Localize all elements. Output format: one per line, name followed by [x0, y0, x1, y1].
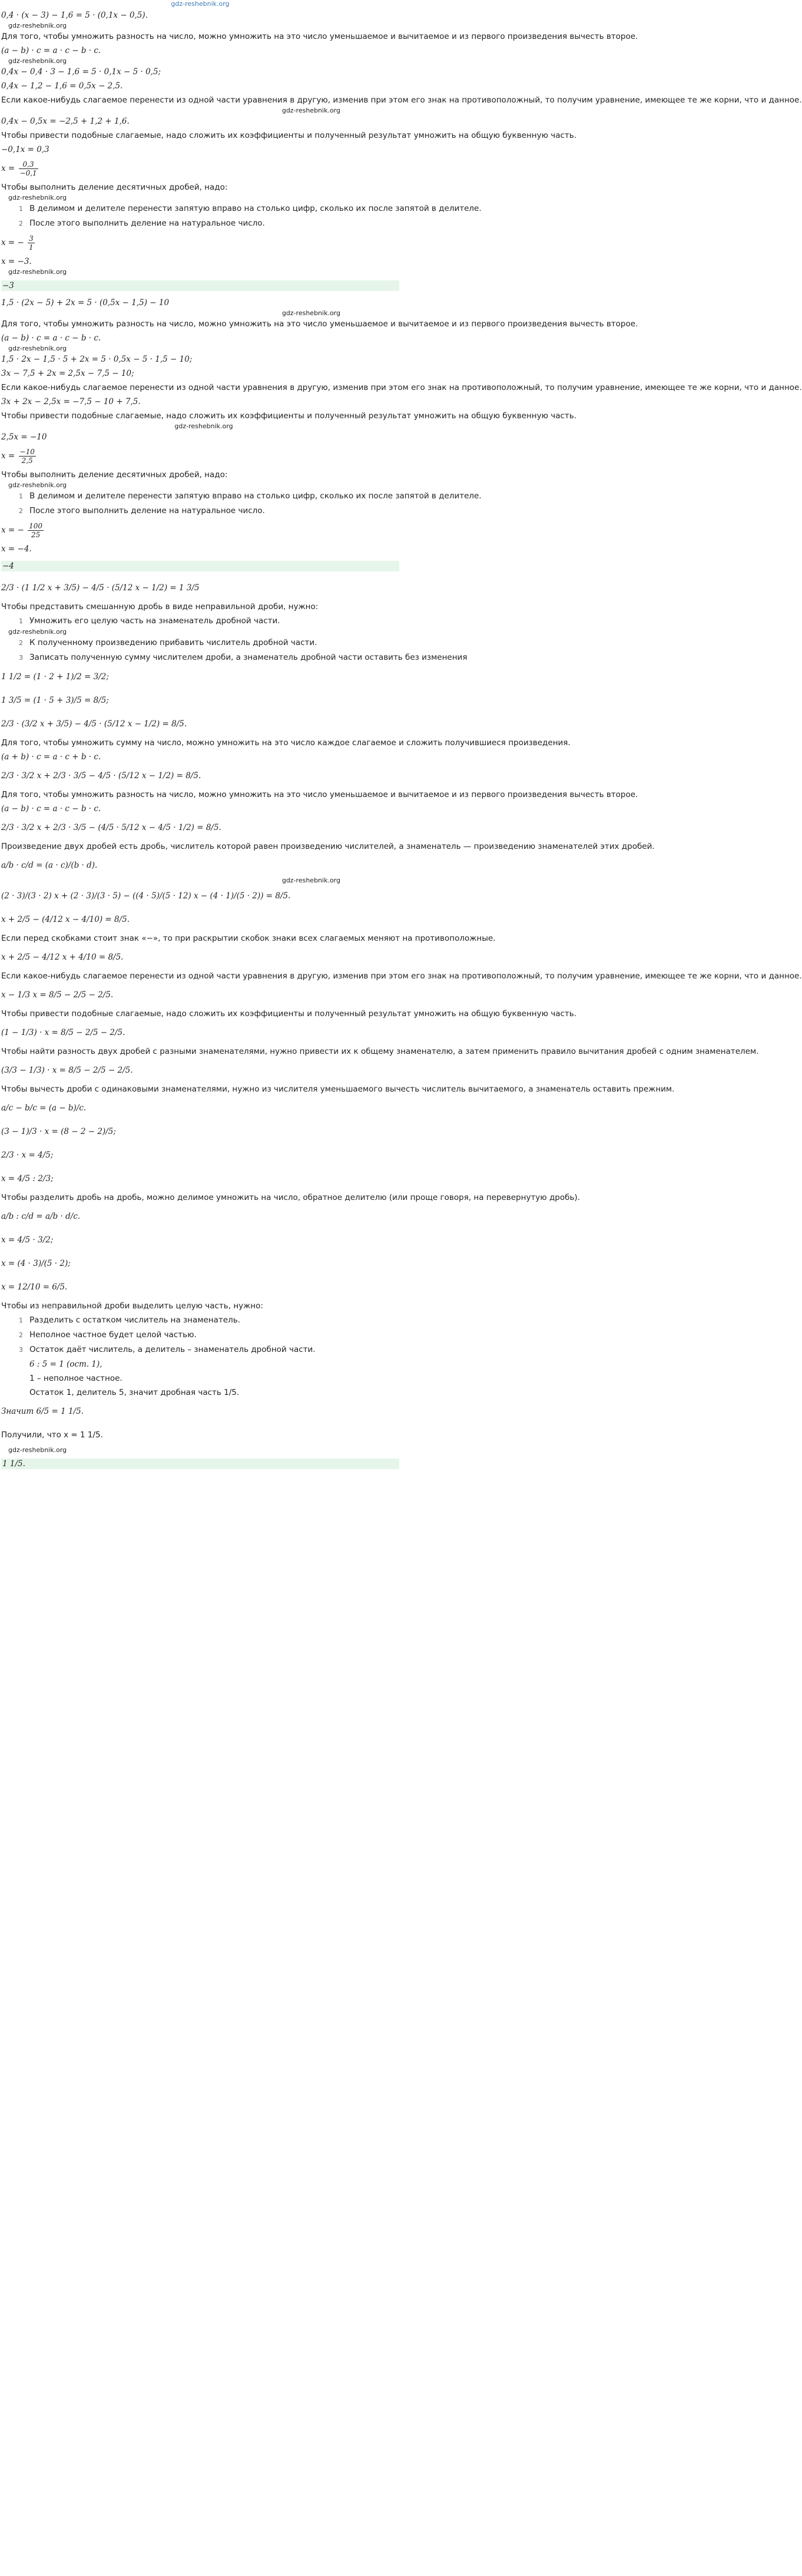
division-rule-item — [1, 201, 482, 216]
watermark: gdz-reshebnik.org — [8, 628, 67, 636]
list-number: 2 — [19, 220, 23, 227]
fraction — [28, 234, 35, 252]
step-3: 3x + 2x − 2,5x = −7,5 − 10 + 7,5. — [1, 397, 141, 406]
calc-16: x = (4 · 3)/(5 · 2); — [1, 1259, 71, 1268]
list-number: 1 — [19, 1317, 23, 1324]
equation-2: 1,5 · (2x − 5) + 2x = 5 · (0,5x − 1,5) − 10 — [1, 298, 170, 307]
list-number: 3 — [19, 1346, 23, 1354]
denominator: 2,5 — [21, 457, 33, 465]
fraction — [28, 522, 44, 539]
mixed-rule-text: Записать полученную сумму числителем дроби, а знаменатель дробной части оставить без изменения — [29, 653, 468, 662]
collect-rule-text: Чтобы привести подобные слагаемые, надо сложить их коэффициенты и полученный результат умножить на общую буквенную часть. — [1, 411, 577, 421]
division-rule-text: В делимом и делителе перенести запятую вправо на столько цифр, сколько их после запятой в делителе. — [29, 491, 482, 501]
list-number: 1 — [19, 205, 23, 213]
fraction — [19, 160, 38, 177]
transfer-rule-text: Если какое-нибудь слагаемое перенести из одной части уравнения в другую, изменив при этом его знак на противоположный, то получим уравнение, имеющее те же корни, что и данное. — [1, 971, 802, 981]
numerator: 0,3 — [19, 160, 38, 169]
division-intro: Чтобы выполнить деление десятичных дробей, надо: — [1, 470, 228, 480]
extract-rule-text: Разделить с остатком числитель на знаменатель. — [29, 1315, 240, 1325]
denominator: −0,1 — [19, 169, 37, 177]
watermark: gdz-reshebnik.org — [8, 345, 67, 352]
step-5 — [1, 444, 399, 468]
extract-rule-item — [1, 1328, 399, 1342]
list-number: 3 — [19, 654, 23, 662]
collect-rule-text: Чтобы привести подобные слагаемые, надо сложить их коэффициенты и полученный результат умножить на общую буквенную часть. — [1, 131, 577, 140]
extract-rule-text: Остаток даёт числитель, а делитель – знаменатель дробной части. — [29, 1345, 316, 1354]
extract-rule-item — [1, 1342, 399, 1357]
watermark: gdz-reshebnik.org — [8, 22, 67, 29]
calc-3: 2/3 · (3/2 x + 3/5) − 4/5 · (5/12 x − 1/2) = 8/5. — [1, 719, 187, 729]
calc-1: 1 1/2 = (1 · 2 + 1)/2 = 3/2; — [1, 672, 109, 682]
division-rule-item — [1, 489, 482, 504]
fraction-division-formula: a/b : c/d = a/b · d/c. — [1, 1212, 81, 1221]
equation-3: 2/3 · (1 1/2 x + 3/5) − 4/5 · (5/12 x − 1/2) = 1 3/5 — [1, 583, 200, 593]
extract-rule-item — [1, 1313, 399, 1328]
division-rule-text: В делимом и делителе перенести запятую вправо на столько цифр, сколько их после запятой в делителе. — [29, 204, 482, 213]
calc-17: x = 12/10 = 6/5. — [1, 1282, 68, 1292]
mixed-rule-item — [1, 650, 468, 665]
extract-rule-text: 1 – неполное частное. — [29, 1374, 122, 1383]
mixed-rule-item — [1, 636, 399, 650]
product-rule-text: Произведение двух дробей есть дробь, числитель которой равен произведению числителей, а знаменатель — произведению знаменателей этих дробей. — [1, 842, 655, 851]
watermark: gdz-reshebnik.org — [8, 481, 67, 489]
answer-line-2: x = −4. — [1, 544, 32, 554]
division-rule-text: После этого выполнить деление на натуральное число. — [29, 219, 265, 228]
numerator: −10 — [19, 448, 35, 456]
calc-6: (2 · 3)/(3 · 2) x + (2 · 3)/(3 · 5) − ((4 · 5)/(5 · 12) x − (4 · 1)/(5 · 2)) = 8/5. — [1, 891, 291, 901]
extract-rule-item — [1, 1357, 399, 1371]
step-5-lhs: x = — [1, 451, 15, 461]
extract-rule-text: 6 : 5 = 1 (ост. 1), — [29, 1360, 102, 1369]
extract-rule-item — [1, 1371, 399, 1385]
watermark: gdz-reshebnik.org — [281, 877, 340, 884]
watermark: gdz-reshebnik.org — [174, 422, 233, 430]
result-sentence: Получили, что x = 1 1/5. — [1, 1430, 103, 1440]
mixed-intro: Чтобы представить смешанную дробь в виде неправильной дроби, нужно: — [1, 602, 319, 611]
same-denominators-formula: a/c − b/c = (a − b)/c. — [1, 1103, 87, 1113]
calc-18: Значит 6/5 = 1 1/5. — [1, 1407, 84, 1416]
extract-rule-text: Неполное частное будет целой частью. — [29, 1330, 197, 1340]
brackets-rule-text: Если перед скобками стоит знак «−», то при раскрытии скобок знаки всех слагаемых меняют на противоположные. — [1, 934, 496, 943]
step-3: 0,4x − 0,5x = −2,5 + 1,2 + 1,6. — [1, 117, 130, 126]
calc-8: x + 2/5 − 4/12 x + 4/10 = 8/5. — [1, 953, 124, 962]
list-number: 2 — [19, 507, 23, 515]
mixed-rule-text: К полученному произведению прибавить числитель дробной части. — [29, 638, 317, 647]
calc-9: x − 1/3 x = 8/5 − 2/5 − 2/5. — [1, 990, 114, 1000]
list-number: 1 — [19, 492, 23, 500]
answer-line-1: x = −3. — [1, 257, 32, 266]
step-4: 2,5x = −10 — [1, 432, 47, 442]
fraction-division-text: Чтобы разделить дробь на дробь, можно делимое умножить на число, обратное делителю (или проще говоря, на перевернутую дробь). — [1, 1193, 580, 1202]
fraction — [19, 448, 36, 465]
calc-10: (1 − 1/3) · x = 8/5 − 2/5 − 2/5. — [1, 1028, 125, 1037]
watermark: gdz-reshebnik.org — [8, 1446, 67, 1454]
answer-separator-3: 1 1/5. — [1, 1459, 399, 1469]
denominator: 25 — [31, 531, 41, 539]
step-5 — [1, 157, 399, 180]
division-intro: Чтобы выполнить деление десятичных дробей, надо: — [1, 183, 228, 192]
step-6 — [1, 231, 399, 254]
step-2: 0,4x − 1,2 − 1,6 = 0,5x − 2,5. — [1, 81, 123, 91]
division-rule-item — [1, 504, 399, 518]
calc-7: x + 2/5 − (4/12 x − 4/10) = 8/5. — [1, 915, 130, 924]
distribution-formula: (a − b) · c = a · c − b · c. — [1, 333, 101, 343]
calc-13: 2/3 · x = 4/5; — [1, 1150, 54, 1160]
numerator: 3 — [29, 234, 34, 243]
solution-content — [0, 8, 802, 1469]
step-5-lhs: x = — [1, 164, 15, 173]
product-formula: a/b · c/d = (a · c)/(b · d). — [1, 861, 98, 870]
mixed-rule-item — [1, 614, 399, 629]
distribution-formula: (a − b) · c = a · c − b · c. — [1, 46, 101, 55]
mixed-rule-text: Умножить его целую часть на знаменатель дробной части. — [29, 616, 280, 626]
extract-intro: Чтобы из неправильной дроби выделить целую часть, нужно: — [1, 1301, 263, 1311]
watermark: gdz-reshebnik.org — [8, 57, 67, 65]
diff-rule-text: Для того, чтобы умножить разность на число, можно умножить на это число уменьшаемое и вычитаемое и из первого произведения вычесть второе. — [1, 790, 638, 799]
step-1: 1,5 · 2x − 1,5 · 5 + 2x = 5 · 0,5x − 5 · 1,5 − 10; — [1, 355, 193, 364]
calc-14: x = 4/5 : 2/3; — [1, 1174, 54, 1183]
numerator: 100 — [29, 522, 43, 530]
division-rule-text: После этого выполнить деление на натуральное число. — [29, 506, 265, 515]
same-denominators-text: Чтобы вычесть дроби с одинаковыми знаменателями, нужно из числителя уменьшаемого вычесть числитель вычитаемого, а знаменатель оставить прежним. — [1, 1084, 675, 1094]
list-number: 1 — [19, 617, 23, 625]
step-6-lhs: x = − — [1, 238, 24, 247]
watermark: gdz-reshebnik.org — [281, 107, 340, 114]
equation-1: 0,4 · (x − 3) − 1,6 = 5 · (0,1x − 0,5). — [1, 11, 148, 20]
collect-rule-text: Чтобы привести подобные слагаемые, надо сложить их коэффициенты и полученный результат умножить на общую буквенную часть. — [1, 1009, 577, 1019]
answer-separator-2: −4 — [1, 561, 399, 571]
diff-denominators-text: Чтобы найти разность двух дробей с разными знаменателями, нужно привести их к общему знаменателю, а затем применить правило вычитания дробей с одним знаменателем. — [1, 1047, 759, 1056]
watermark: gdz-reshebnik.org — [8, 194, 67, 201]
watermark: gdz-reshebnik.org — [281, 309, 340, 317]
calc-15: x = 4/5 · 3/2; — [1, 1235, 54, 1245]
multiply-rule-text: Для того, чтобы умножить разность на число, можно умножить на это число уменьшаемое и вычитаемое и из первого произведения вычесть второе. — [1, 319, 638, 329]
step-2: 3x − 7,5 + 2x = 2,5x − 7,5 − 10; — [1, 369, 134, 378]
watermark: gdz-reshebnik.org — [8, 268, 67, 276]
transfer-rule-text: Если какое-нибудь слагаемое перенести из одной части уравнения в другую, изменив при этом его знак на противоположный, то получим уравнение, имеющее те же корни, что и данное. — [1, 95, 802, 105]
multiply-rule-text: Для того, чтобы умножить разность на число, можно умножить на это число уменьшаемое и вычитаемое и из первого произведения вычесть второе. — [1, 32, 638, 41]
extract-rule-item — [1, 1385, 399, 1400]
sum-formula: (a + b) · c = a · c + b · c. — [1, 752, 101, 762]
calc-5: 2/3 · 3/2 x + 2/3 · 3/5 − (4/5 · 5/12 x − 4/5 · 1/2) = 8/5. — [1, 823, 221, 832]
step-4: −0,1x = 0,3 — [1, 145, 49, 154]
denominator: 1 — [29, 243, 34, 252]
step-6 — [1, 518, 399, 542]
list-number: 2 — [19, 639, 23, 647]
answer-separator-1: −3 — [1, 280, 399, 291]
step-1: 0,4x − 0,4 · 3 − 1,6 = 5 · 0,1x − 5 · 0,5; — [1, 67, 161, 77]
extract-rule-text: Остаток 1, делитель 5, значит дробная часть 1/5. — [29, 1388, 240, 1397]
step-6-lhs: x = − — [1, 525, 24, 535]
sum-rule-text: Для того, чтобы умножить сумму на число, можно умножить на это число каждое слагаемое и сложить получившиеся произведения. — [1, 738, 571, 748]
calc-11: (3/3 − 1/3) · x = 8/5 − 2/5 − 2/5. — [1, 1066, 133, 1075]
calc-4: 2/3 · 3/2 x + 2/3 · 3/5 − 4/5 · (5/12 x − 1/2) = 8/5. — [1, 771, 201, 781]
diff-formula: (a − b) · c = a · c − b · c. — [1, 804, 101, 814]
calc-12: (3 − 1)/3 · x = (8 − 2 − 2)/5; — [1, 1127, 116, 1136]
division-rule-item — [1, 216, 399, 231]
calc-2: 1 3/5 = (1 · 5 + 3)/5 = 8/5; — [1, 696, 109, 705]
transfer-rule-text: Если какое-нибудь слагаемое перенести из одной части уравнения в другую, изменив при этом его знак на противоположный, то получим уравнение, имеющее те же корни, что и данное. — [1, 383, 802, 392]
site-header-link[interactable]: gdz-reshebnik.org — [171, 0, 230, 8]
list-number: 2 — [19, 1331, 23, 1339]
